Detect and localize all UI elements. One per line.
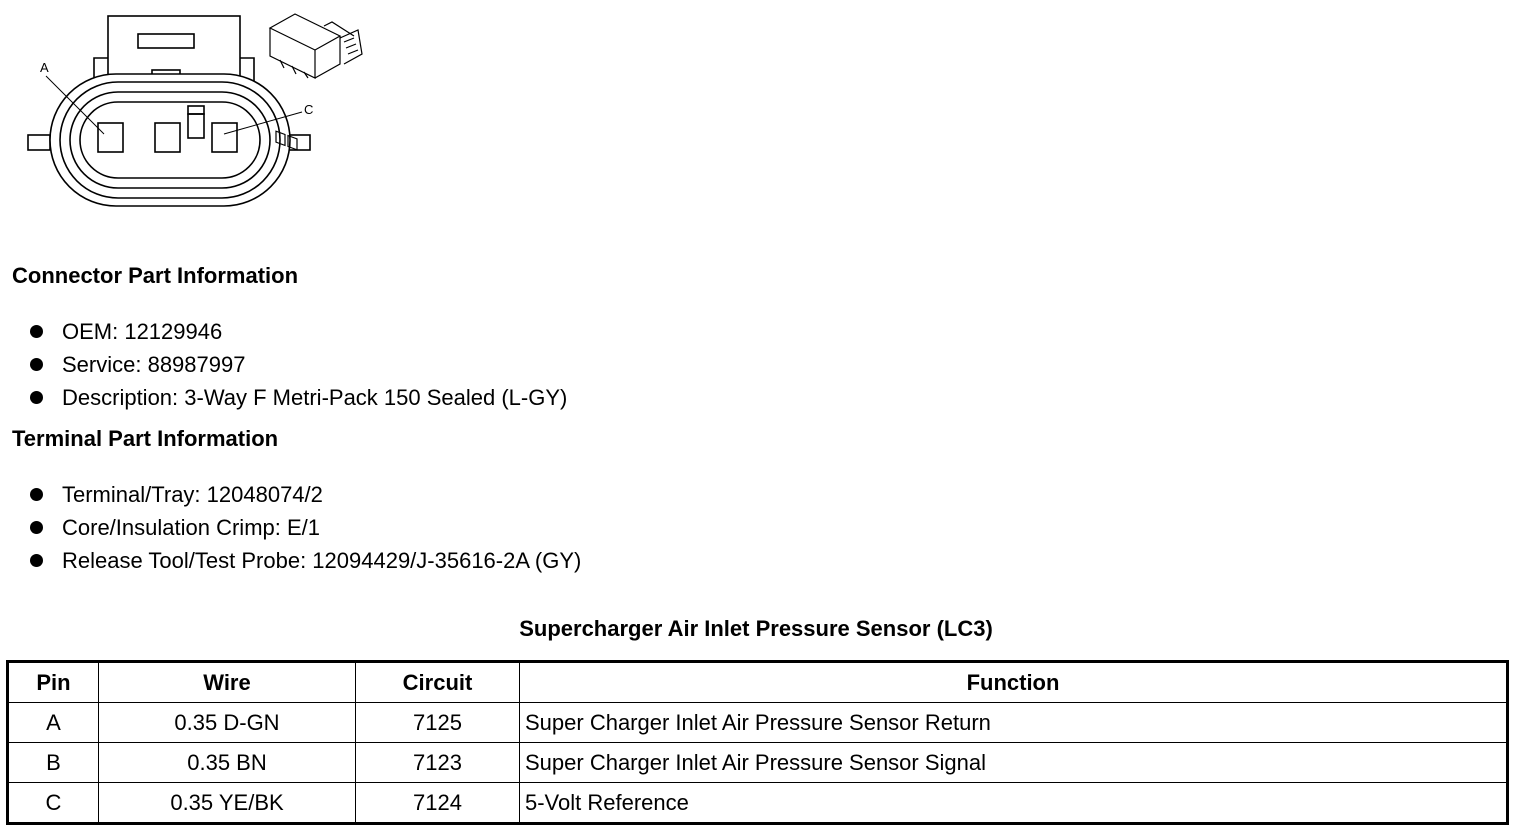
pin-cell: C (8, 783, 99, 824)
function-cell: Super Charger Inlet Air Pressure Sensor Signal (520, 743, 1508, 783)
wire-cell: 0.35 YE/BK (99, 783, 356, 824)
terminal-tray: Terminal/Tray: 12048074/2 (62, 482, 323, 507)
circuit-cell: 7125 (356, 703, 520, 743)
list-item (30, 381, 567, 414)
list-item (30, 478, 581, 511)
callout-a: A (40, 60, 49, 75)
table-row (8, 783, 1508, 824)
pin-cell: A (8, 703, 99, 743)
terminal-part-info-list (30, 478, 581, 577)
connector-diagram (20, 8, 370, 213)
oem-part-number: OEM: 12129946 (62, 319, 223, 344)
pin-table-title: Supercharger Air Inlet Pressure Sensor (LC3) (519, 616, 993, 641)
circuit-cell: 7124 (356, 783, 520, 824)
column-header-wire: Wire (99, 662, 356, 703)
wire-cell: 0.35 D-GN (99, 703, 356, 743)
bullet-icon (30, 554, 43, 567)
connector-part-info-list (30, 315, 567, 414)
connector-part-info-heading: Connector Part Information (12, 263, 299, 288)
function-cell: 5-Volt Reference (520, 783, 1508, 824)
column-header-circuit: Circuit (356, 662, 520, 703)
list-item (30, 315, 567, 348)
bullet-icon (30, 325, 43, 338)
wire-cell: 0.35 BN (99, 743, 356, 783)
circuit-cell: 7123 (356, 743, 520, 783)
list-item (30, 511, 581, 544)
core-insulation-crimp: Core/Insulation Crimp: E/1 (62, 515, 320, 540)
table-row (8, 743, 1508, 783)
bullet-icon (30, 521, 43, 534)
pin-cell: B (8, 743, 99, 783)
bullet-icon (30, 358, 43, 371)
connector-description: Description: 3-Way F Metri-Pack 150 Sealed (L-GY) (62, 385, 568, 410)
callout-c: C (304, 102, 314, 117)
terminal-part-info-heading: Terminal Part Information (12, 426, 279, 451)
column-header-pin: Pin (8, 662, 99, 703)
table-row (8, 703, 1508, 743)
list-item (30, 348, 567, 381)
column-header-function: Function (520, 662, 1508, 703)
function-cell: Super Charger Inlet Air Pressure Sensor Return (520, 703, 1508, 743)
table-header-row (8, 662, 1508, 703)
release-tool-test-probe: Release Tool/Test Probe: 12094429/J-35616-2A (GY) (62, 548, 582, 573)
bullet-icon (30, 488, 43, 501)
service-part-number: Service: 88987997 (62, 352, 246, 377)
bullet-icon (30, 391, 43, 404)
list-item (30, 544, 581, 577)
connector-face-diagram-icon (20, 8, 370, 213)
pinout-table (6, 660, 1509, 825)
